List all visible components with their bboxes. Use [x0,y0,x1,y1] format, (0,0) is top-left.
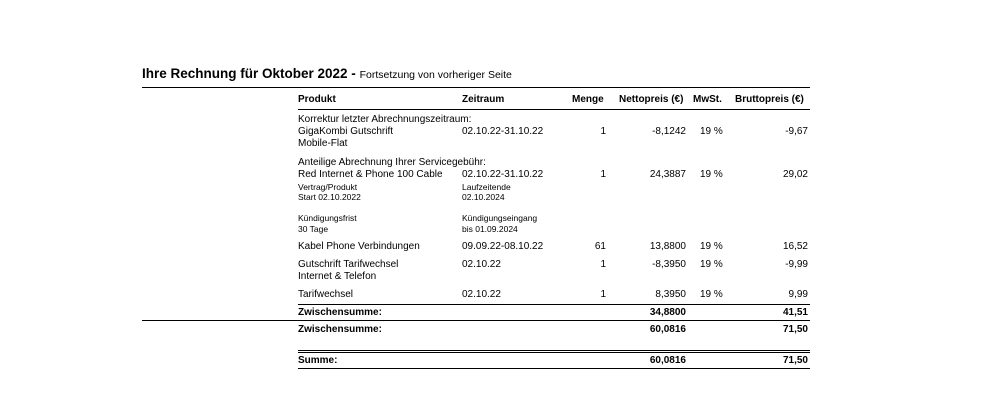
gross-price: 9,99 [788,289,808,300]
product-name: GigaKombi Gutschrift [298,126,394,137]
invoice-subtitle: Fortsetzung von vorheriger Seite [359,69,512,81]
col-header-produkt: Produkt [298,94,336,105]
contract-start: Start 02.10.2022 [298,192,361,202]
quantity: 1 [600,289,606,300]
gross-price: 16,52 [782,241,808,252]
vat-rate: 19 % [700,241,723,252]
invoice-title [142,66,512,81]
product-name: Kabel Phone Verbindungen [298,241,420,252]
total-rule-top-1 [298,350,810,351]
total-label: Summe: [298,355,338,366]
subtotal1-rule-bottom [142,320,810,321]
subtotal1-rule-top [298,304,810,305]
title-rule [142,87,810,88]
total-rule-top-2 [298,352,810,353]
subtotal1-net: 34,8800 [649,307,686,318]
contract-product-label: Vertrag/Produkt [298,182,358,192]
vat-rate: 19 % [700,126,723,137]
product-name: Red Internet & Phone 100 Cable [298,169,443,180]
col-header-brutto: Bruttopreis (€) [735,94,804,105]
notice-receipt-value: bis 01.09.2024 [462,224,518,234]
quantity: 1 [600,259,606,270]
col-header-menge: Menge [572,94,604,105]
net-price: 8,3950 [655,289,686,300]
col-header-netto: Nettopreis (€) [619,94,684,105]
period: 02.10.22 [462,289,501,300]
group-heading: Anteilige Abrechnung Ihrer Servicegebühr: [298,157,486,168]
net-price: 13,8800 [649,241,686,252]
subtotal1-gross: 41,51 [782,307,808,318]
total-gross: 71,50 [782,355,808,366]
period: 02.10.22 [462,259,501,270]
gross-price: -9,99 [785,259,808,270]
period: 02.10.22-31.10.22 [462,169,544,180]
subtotal2-gross: 71,50 [782,324,808,335]
gross-price: 29,02 [782,169,808,180]
col-header-mwst: MwSt. [693,94,722,105]
product-name: Gutschrift Tarifwechsel [298,259,399,270]
vat-rate: 19 % [700,169,723,180]
total-rule-bottom [298,368,810,369]
term-end-label: Laufzeitende [462,182,511,192]
subtotal2-net: 60,0816 [649,324,686,335]
period: 02.10.22-31.10.22 [462,126,544,137]
vat-rate: 19 % [700,259,723,270]
subtotal1-label: Zwischensumme: [298,307,382,318]
subtotal2-label: Zwischensumme: [298,324,382,335]
quantity: 61 [594,241,606,252]
gross-price: -9,67 [785,126,808,137]
product-name-line2: Internet & Telefon [298,271,377,282]
group-heading: Korrektur letzter Abrechnungszeitraum: [298,114,472,125]
net-price: 24,3887 [649,169,686,180]
notice-period-label: Kündigungsfrist [298,213,357,223]
product-name: Tarifwechsel [298,289,354,300]
quantity: 1 [600,126,606,137]
notice-period-value: 30 Tage [298,224,329,234]
invoice-title-text: Ihre Rechnung für Oktober 2022 - [142,66,356,81]
term-end-date: 02.10.2024 [462,192,505,202]
header-rule [298,109,810,110]
total-net: 60,0816 [649,355,686,366]
col-header-zeitraum: Zeitraum [462,94,505,105]
net-price: -8,1242 [652,126,686,137]
notice-receipt-label: Kündigungseingang [462,213,538,223]
net-price: -8,3950 [652,259,686,270]
period: 09.09.22-08.10.22 [462,241,544,252]
quantity: 1 [600,169,606,180]
vat-rate: 19 % [700,289,723,300]
product-name-line2: Mobile-Flat [298,138,348,149]
